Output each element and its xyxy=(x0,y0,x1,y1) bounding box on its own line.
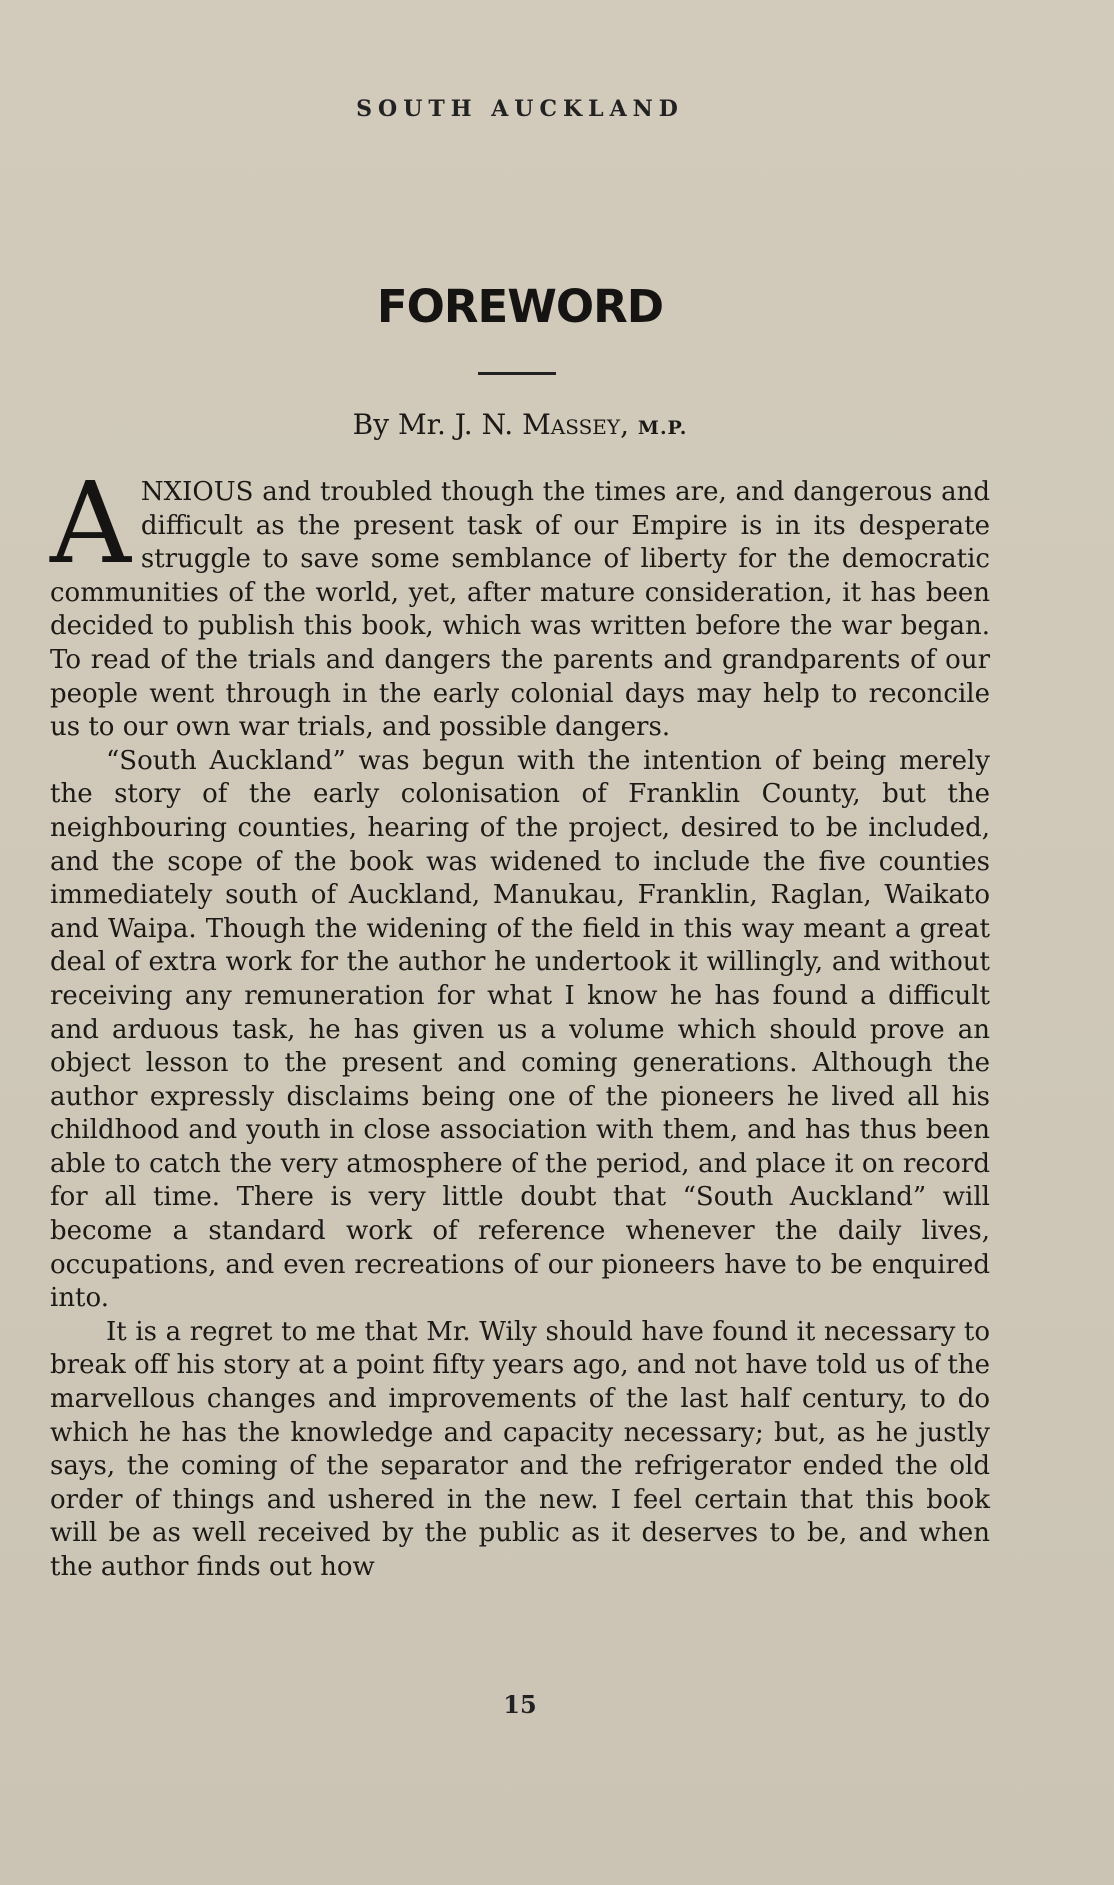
title-divider xyxy=(478,372,556,375)
byline-suffix: M.P. xyxy=(637,417,688,439)
paragraph-1-text: NXIOUS and troubled though the times are, and dangerous and difficult as the present task of our Empire is in its desperate struggle to save some semblance of liberty for the democratic communities of the world, yet, after mature consideration, it has been decided to publish this book, which was written before the war began. To read of the trials and dangers the parents and grandparents of our people went through in the early colonial days may help to reconcile us to our own war trials, and possible dangers. xyxy=(50,477,990,743)
drop-cap: A xyxy=(50,459,131,589)
paragraph-3: It is a regret to me that Mr. Wily should have found it necessary to break off his story at a point fifty years ago, and not have told us of the marvellous changes and improvements of the last half century, to do which he has the knowledge and capacity necessary; but, as he justly says, the coming of the separator and the refrigerator ended the old order of things and ushered in the new. I feel certain that this book will be as well received by the public as it deserves to be, and when the author finds out how xyxy=(50,1316,990,1582)
foreword-body xyxy=(50,459,990,1585)
running-header: SOUTH AUCKLAND xyxy=(356,96,684,122)
paragraph-1 xyxy=(50,459,990,745)
page-title: FOREWORD xyxy=(376,280,664,333)
page-number: 15 xyxy=(503,1690,537,1719)
byline-surname: Massey, xyxy=(522,408,629,441)
paragraph-2: “South Auckland” was begun with the intention of being merely the story of the early colonisation of Franklin County, but the neighbouring counties, hearing of the project, desired to be included, and the scope of the book was widened to include the five counties immediately south of Auckland, Manukau, Franklin, Raglan, Waikato and Waipa. Though the widening of the field in this way meant a great deal of extra work for the author he undertook it willingly, and without receiving any remuneration for what I know he has found a difficult and arduous task, he has given us a volume which should prove an object lesson to the present and coming generations. Although the author expressly disclaims being one of the pioneers he lived all his childhood and youth in close association with them, and has thus been able to catch the very atmosphere of the period, and place it on record for all time. There is very little doubt that “South Auckland” will become a standard work of reference whenever the daily lives, occupations, and even recreations of our pioneers have to be enquired into. xyxy=(50,745,990,1314)
byline xyxy=(0,408,1040,441)
byline-prefix: By Mr. J. N. xyxy=(352,408,514,441)
